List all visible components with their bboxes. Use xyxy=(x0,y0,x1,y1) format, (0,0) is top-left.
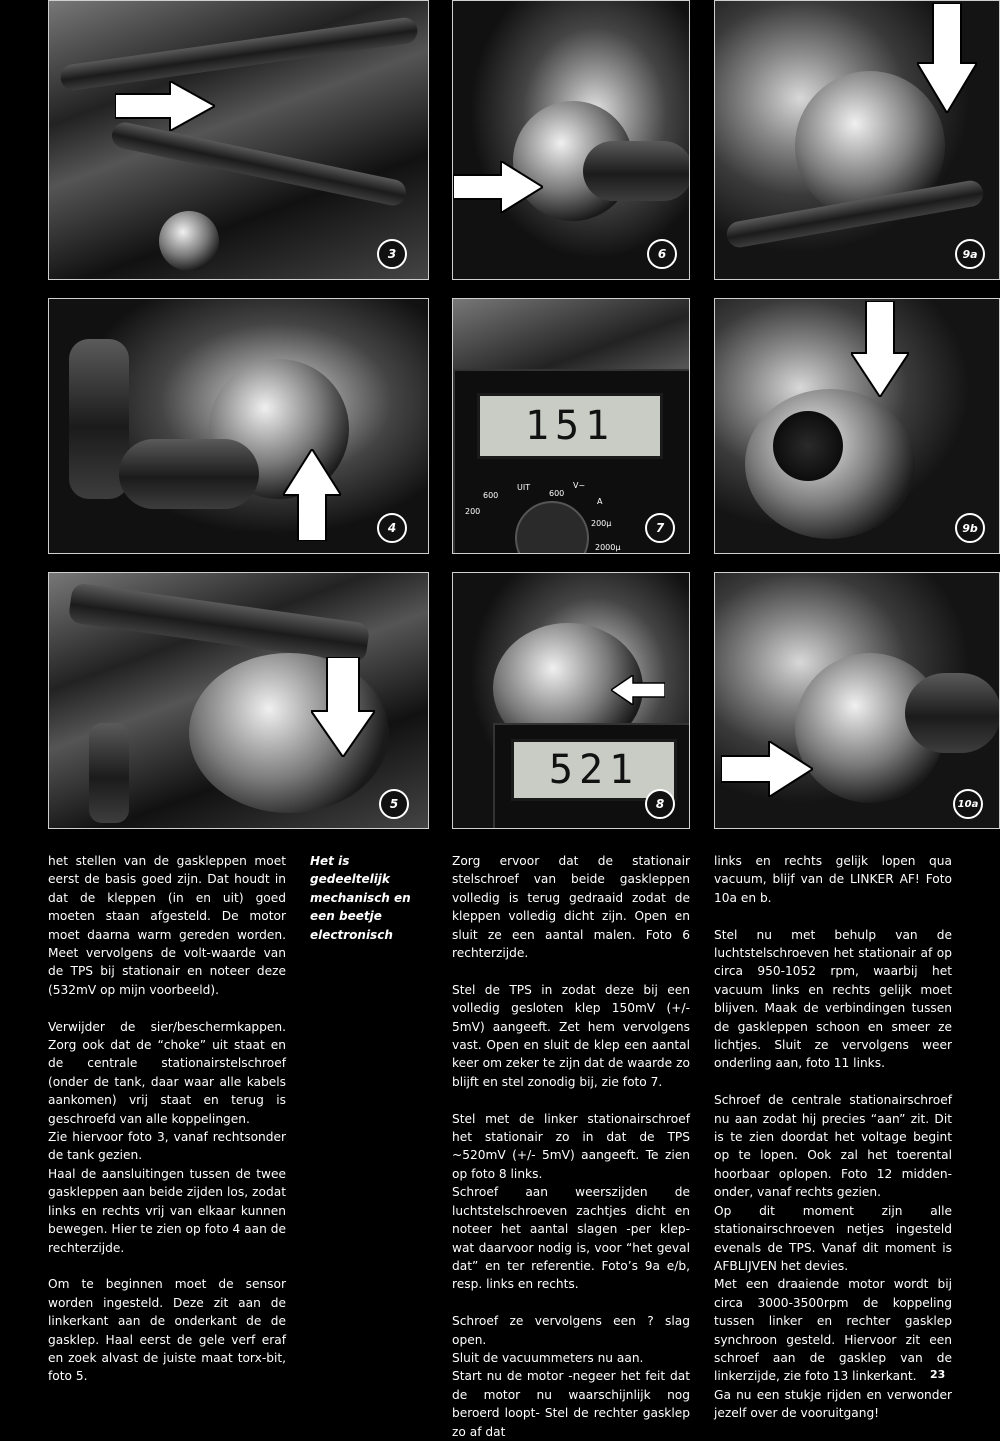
text-column-2 xyxy=(452,852,690,1441)
photo-9a xyxy=(714,0,1000,280)
rotary-dial xyxy=(515,501,589,554)
photo-badge: 9b xyxy=(955,513,985,543)
photo-3 xyxy=(48,0,429,280)
paragraph: Verwijder de sier/beschermkappen. Zorg ook dat de “choke” uit staat en de centrale stationairstelschroef (onder de tank, daar waar alle kabels aankomen) vrij staat en terug is geschroefd van alle koppelingen. xyxy=(48,1019,286,1126)
cable-shape xyxy=(59,16,419,92)
display-value: 151 xyxy=(524,403,616,449)
meter-label: 600 xyxy=(549,489,565,498)
arrow-right-icon xyxy=(453,161,543,213)
paragraph: Start nu de motor -negeer het feit dat de motor nu waarschijnlijk nog beroerd loopt- Stel de rechter gasklep zo af dat xyxy=(452,1369,690,1439)
photo-7 xyxy=(452,298,690,554)
photo-8 xyxy=(452,572,690,829)
paragraph: links en rechts gelijk lopen qua vacuum, blijf van de LINKER AF! Foto 10a en b. xyxy=(714,854,952,905)
photo-badge: 4 xyxy=(377,513,407,543)
photo-4 xyxy=(48,298,429,554)
intake-shape xyxy=(583,141,690,201)
arrow-down-icon xyxy=(311,657,375,757)
paragraph: Zorg ervoor dat de stationair stelschroef van beide gaskleppen volledig is terug gedraaid zodat de kleppen volledig dicht zijn. Open en sluit ze een aantal malen. Foto 6 rechterzijde. xyxy=(452,854,690,961)
photo-badge: 7 xyxy=(645,513,675,543)
paragraph: het stellen van de gaskleppen moet eerst de basis goed zijn. Dat houdt in dat de kleppen (in en uit) goed moeten staan afgesteld. De motor moet daarna warm gereden worden. Meet vervolgens de volt-waarde van de TPS bij stationair en noteer deze (532mV op mijn voorbeeld). xyxy=(48,854,286,997)
intake-shape xyxy=(119,439,259,509)
photo-badge: 3 xyxy=(377,239,407,269)
photo-badge: 8 xyxy=(645,789,675,819)
clamp-shape xyxy=(68,582,371,663)
photo-badge: 6 xyxy=(647,239,677,269)
paragraph: Stel de TPS in zodat deze bij een volledig gesloten klep 150mV (+/- 5mV) aangeeft. Zet hem vervolgens vast. Open en sluit de klep een aantal keer om zeker te zijn dat de waarde zo blijft en stel zonodig bij, zie foto 7. xyxy=(452,982,690,1089)
bolt-shape xyxy=(159,211,219,271)
photo-badge: 5 xyxy=(379,789,409,819)
paragraph: Om te beginnen moet de sensor worden ingesteld. Deze zit aan de linkerkant aan de onderkant de de gasklep. Haal eerst de gele verf eraf en zoek alvast de juiste maat torx-bit, foto 5. xyxy=(48,1277,286,1384)
paragraph: Schroef ze vervolgens een ? slag open. xyxy=(452,1314,690,1347)
meter-label: 2000μ xyxy=(595,543,621,552)
paragraph: Sluit de vacuummeters nu aan. xyxy=(452,1350,644,1365)
paragraph: Stel nu met behulp van de luchtstelschroeven het stationair af op circa 950-1052 rpm, waarbij het vacuum links en rechts gelijk moet blijven. Maak de verbindingen tussen de gaskleppen schoon en smeer ze lichtjes. Sluit ze vervolgens weer onderling aan, foto 11 links. xyxy=(714,927,952,1071)
sensor-shape xyxy=(773,411,843,481)
text-column-1 xyxy=(48,852,286,1404)
hose-shape xyxy=(89,723,129,823)
intake-shape xyxy=(905,673,1000,753)
meter-label: UIT xyxy=(517,483,531,492)
arrow-left-icon xyxy=(611,675,665,705)
text-column-3 xyxy=(714,852,952,1423)
paragraph: Stel met de linker stationairschroef het stationair zo in dat de TPS ~520mV (+/- 5mV) aangeeft. Te zien op foto 8 links. xyxy=(452,1111,690,1181)
arrow-down-icon xyxy=(851,301,909,397)
photo-10a xyxy=(714,572,1000,829)
photo-badge: 10a xyxy=(953,789,983,819)
arrow-down-icon xyxy=(917,3,977,113)
meter-label: V~ xyxy=(573,481,586,490)
photo-6 xyxy=(452,0,690,280)
photo-badge: 9a xyxy=(955,239,985,269)
paragraph: Schroef aan weerszijden de luchtstelschroeven zachtjes dicht en noteer het aantal slagen -per klep- wat daarvoor nodig is, voor “het geval dat” en ter referentie. Foto’s 9a e/b, resp. links en rechts. xyxy=(452,1185,690,1292)
arrow-right-icon xyxy=(721,741,813,797)
meter-label: 600 xyxy=(483,491,499,500)
page-number: 23 xyxy=(930,1368,946,1381)
meter-label: 200 xyxy=(465,507,481,516)
arrow-right-icon xyxy=(115,81,215,131)
paragraph: Met een draaiende motor wordt bij circa 3000-3500rpm de koppeling tussen linker en rechter gasklep synchroon gesteld. Hiervoor zit een schroef aan de gasklep van de linkerzijde, zie foto 13 linkerkant. xyxy=(714,1277,952,1384)
photo-5 xyxy=(48,572,429,829)
arrow-up-icon xyxy=(283,449,341,541)
display-value: 521 xyxy=(548,747,640,793)
side-note: Het is gedeeltelijk mechanisch en een beetje electronisch xyxy=(310,854,411,942)
meter-label: A xyxy=(597,497,603,506)
paragraph: Schroef de centrale stationairschroef nu aan zodat hij precies “aan” zit. Dit is te zien doordat het voltage begint op te lopen. Ook zal het toerental hoorbaar oplopen. Foto 12 midden-onder, vanaf rechts gezien. xyxy=(714,1093,952,1200)
multimeter-display xyxy=(477,393,663,459)
paragraph: Haal de aansluitingen tussen de twee gaskleppen aan beide zijden los, zodat links en rechts vrij van elkaar kunnen bewegen. Hier te zien op foto 4 aan de rechterzijde. xyxy=(48,1166,286,1255)
photo-9b xyxy=(714,298,1000,554)
meter-label: 200μ xyxy=(591,519,612,528)
paragraph: Ga nu een stukje rijden en verwonder jezelf over de vooruitgang! xyxy=(714,1387,952,1421)
cable-shape xyxy=(110,120,409,208)
paragraph: Op dit moment zijn alle stationairschroeven netjes ingesteld evenals de TPS. Vanaf dit moment is AFBLIJVEN het devies. xyxy=(714,1203,952,1273)
paragraph: Zie hiervoor foto 3, vanaf rechtsonder de tank gezien. xyxy=(48,1130,286,1163)
